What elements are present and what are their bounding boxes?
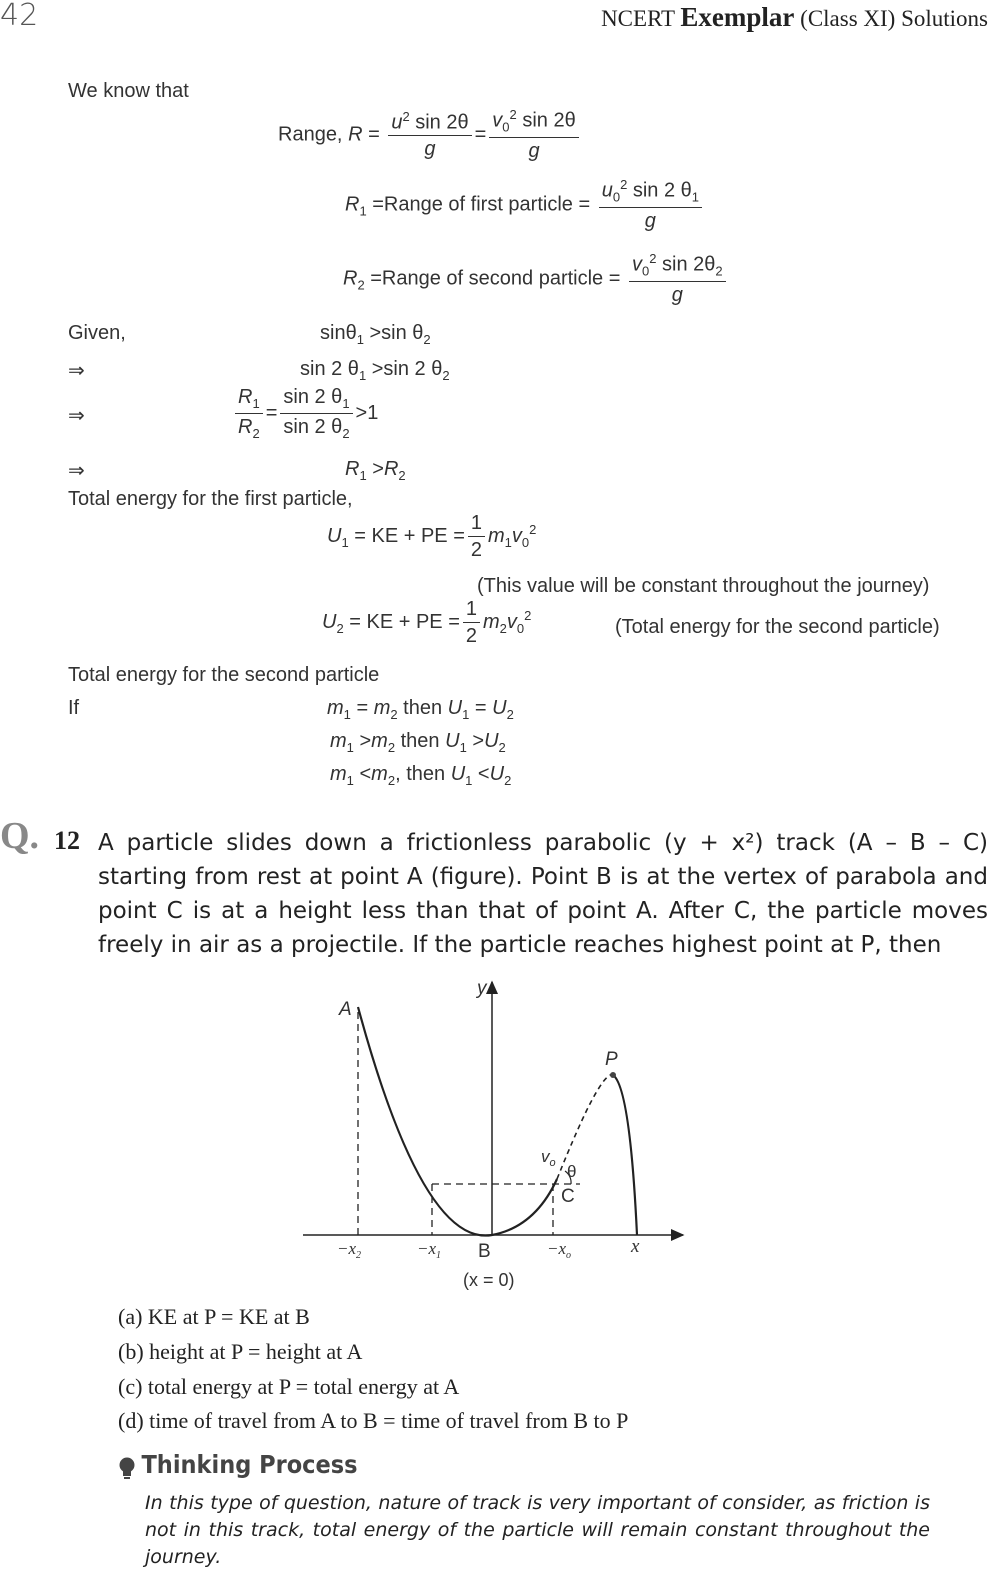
header-brand: Exemplar (680, 2, 795, 32)
label-p: P (605, 1049, 618, 1070)
intro-text: We know that (68, 80, 189, 102)
label-neg-x0: $-x_o$ (547, 1239, 572, 1261)
parabolic-track-figure (295, 972, 695, 1297)
lightbulb-icon (117, 1456, 137, 1482)
r1-equation: $R_1$ =Range of first particle = $\frac{u_0^2 \sin 2 \theta_1}{g}$ (345, 178, 705, 232)
label-c: C (561, 1186, 575, 1207)
projectile-path-dashed (557, 1075, 613, 1179)
thinking-process-body: In this type of question, nature of track is very important of consider, as friction is not in this track, total energy of the particle will remain constant throughout the journey. (145, 1492, 930, 1568)
label-y: y (477, 978, 487, 999)
label-neg-x1: $-x_1$ (417, 1239, 442, 1261)
sin-inequality: sin 2 $\theta_1 >\sin$ 2 $\theta_2$ (300, 358, 450, 383)
page-number: 42 (0, 0, 39, 33)
question-badge: Q. (0, 815, 40, 857)
label-b: B (478, 1241, 491, 1262)
option-a: (a) KE at P = KE at B (118, 1304, 310, 1329)
header-book: NCERT (601, 6, 675, 31)
ratio-equation: $\frac{R_1}{R_2}$ = $\frac{\sin 2 \theta_1}{\sin 2 \theta_2}$ >1 (232, 386, 378, 442)
thinking-process-title: Thinking Process (141, 1450, 358, 1479)
implies-symbol: ⇒ (68, 405, 85, 427)
option-d: (d) time of travel from A to B = time of travel from B to P (118, 1408, 629, 1433)
label-a: A (339, 999, 352, 1020)
r2-equation: $R_2$ =Range of second particle = $\frac{v_0^2 \sin 2\theta_2}{g}$ (343, 252, 729, 306)
thinking-process-heading (117, 1450, 358, 1482)
range-equation: Range, R = $\frac{u^2 \sin 2\theta}{g}$ = $\frac{v_0^2 \sin 2\theta}{g}$ (278, 108, 582, 162)
u2-equation: $U_2$ = KE + PE = $\frac{1}{2}$ $m_2v_0^2$ (322, 598, 532, 647)
given-equation: sinθ$_1$ >sin $\theta_2$ (320, 322, 431, 347)
option-b: (b) height at P = height at A (118, 1339, 363, 1364)
energy-first-label: Total energy for the first particle, (68, 488, 353, 510)
implies-symbol: ⇒ (68, 360, 85, 382)
constant-note: (This value will be constant throughout the journey) (477, 575, 930, 597)
question-text: A particle slides down a frictionless parabolic (y + x²) track (A – B – C) starting from rest at point A (figure). Point B is at the vertex of parabola and point C is at a height less than that of point A. After C, the particle moves freely in air as a projectile. If the particle reaches highest point at P, then (98, 830, 988, 958)
second-note: (Total energy for the second particle) (615, 616, 940, 638)
running-header (601, 2, 988, 33)
question-number: 12 (54, 826, 80, 855)
label-theta: θ (567, 1162, 577, 1181)
condition-equal: $m_1 = m_2$ then $U_1 = U_2$ (327, 697, 514, 722)
label-neg-x2: $-x_2$ (337, 1239, 362, 1261)
condition-less: $m_1 <m_2$, then $U_1 <U_2$ (330, 763, 512, 788)
if-label: If (68, 697, 80, 719)
projectile-descent (613, 1075, 637, 1235)
point-p-dot (610, 1072, 616, 1078)
energy-second-label: Total energy for the second particle (68, 664, 380, 686)
figure-caption: (x = 0) (463, 1270, 515, 1290)
label-v0: $v_o$ (541, 1147, 556, 1169)
range-result: $R_1 >R_2$ (345, 458, 406, 483)
header-subtitle: (Class XI) Solutions (800, 6, 988, 31)
option-c: (c) total energy at P = total energy at A (118, 1374, 460, 1399)
label-x: x (631, 1236, 640, 1257)
parabolic-track (358, 1007, 557, 1236)
implies-symbol: ⇒ (68, 460, 85, 482)
u1-equation: $U_1$ = KE + PE = $\frac{1}{2}$ $m_1v_0^2$ (327, 512, 537, 561)
condition-greater: $m_1 >m_2$ then $U_1 >U_2$ (330, 730, 506, 755)
given-label: Given, (68, 322, 126, 344)
